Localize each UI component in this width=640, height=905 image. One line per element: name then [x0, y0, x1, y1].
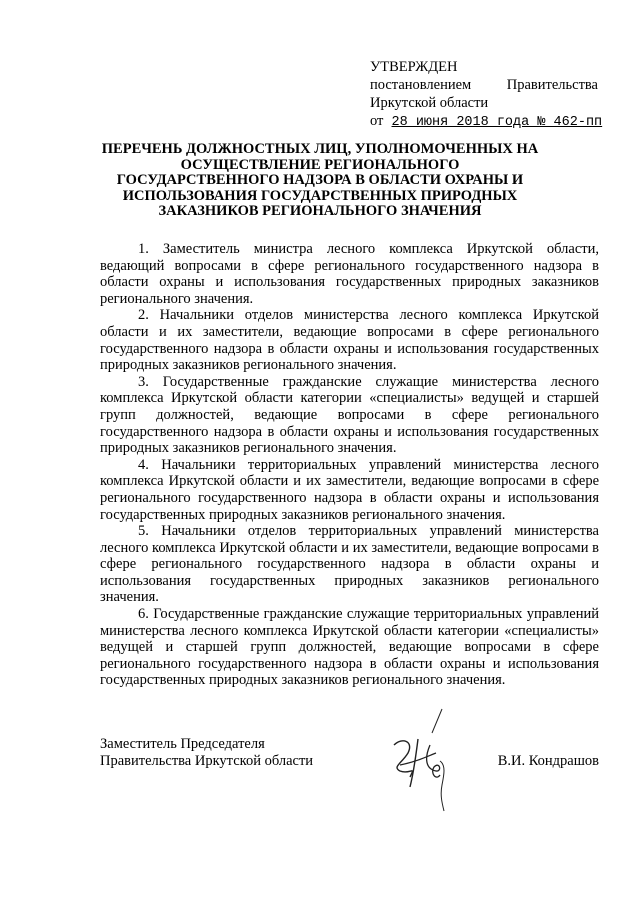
list-item: 4. Начальники территориальных управлений министерства лесного комплекса Иркутской области и их заместители, ведающие вопросами в сфере регионального государственного надзора в области охраны и использования государственных природных заказников регионального значения. — [100, 456, 599, 523]
officials-list — [100, 241, 599, 689]
signatory-position — [100, 736, 313, 770]
list-item: 3. Государственные гражданские служащие министерства лесного комплекса Иркутской области категории «специалисты» ведущей и старшей групп должностей, ведающие вопросами в сфере регионального государственного надзора в области охраны и использования государственных природных заказников регионального значения. — [100, 373, 599, 457]
approval-resolution-line — [370, 76, 598, 94]
signatory-position-line2: Правительства Иркутской области — [100, 753, 314, 769]
signatory-position-line1: Заместитель Председателя — [100, 736, 265, 752]
list-item: 1. Заместитель министра лесного комплекса Иркутской области, ведающий вопросами в сфере регионального государственного надзора в области охраны и использования государственных природных заказников регионального значения. — [100, 241, 599, 307]
signatory-block — [100, 736, 599, 776]
approval-resolution-word: постановлением — [370, 77, 472, 93]
list-item: 5. Начальники отделов территориальных управлений министерства лесного комплекса Иркутской области и их заместители, ведающие вопросами в сфере регионального государственного надзора в области охраны и использования государственных природных заказников регионального значения. — [100, 523, 599, 606]
document-title: ПЕРЕЧЕНЬ ДОЛЖНОСТНЫХ ЛИЦ, УПОЛНОМОЧЕННЫХ НА ОСУЩЕСТВЛЕНИЕ РЕГИОНАЛЬНОГО ГОСУДАРСТВЕННОГО НАДЗОРА В ОБЛАСТИ ОХРАНЫ И ИСПОЛЬЗОВАНИЯ ГОСУДАРСТВЕННЫХ ПРИРОДНЫХ ЗАКАЗНИКОВ РЕГИОНАЛЬНОГО ЗНАЧЕНИЯ — [101, 141, 539, 219]
approval-stamp — [370, 58, 603, 132]
approval-government-word: Правительства — [506, 77, 598, 93]
approval-heading: УТВЕРЖДЕН — [370, 59, 458, 75]
approval-date-value: 28 июня 2018 года № 462-пп — [391, 115, 603, 130]
approval-region: Иркутской области — [370, 95, 489, 111]
handwritten-signature — [380, 705, 470, 815]
list-item: 6. Государственные гражданские служащие территориальных управлений министерства лесного комплекса Иркутской области категории «специалисты» ведущей и старшей групп должностей, ведающие вопросами в сфере регионального государственного надзора в области охраны и использования государственных природных заказников регионального значения. — [100, 606, 599, 689]
signatory-name: В.И. Кондрашов — [497, 753, 599, 769]
list-item: 2. Начальники отделов министерства лесного комплекса Иркутской области и их заместители, ведающие вопросами в сфере регионального государственного надзора в области охраны и использования государственных природных заказников регионального значения. — [100, 307, 599, 374]
approval-date-line — [370, 112, 603, 132]
approval-date-prefix: от — [370, 113, 384, 129]
